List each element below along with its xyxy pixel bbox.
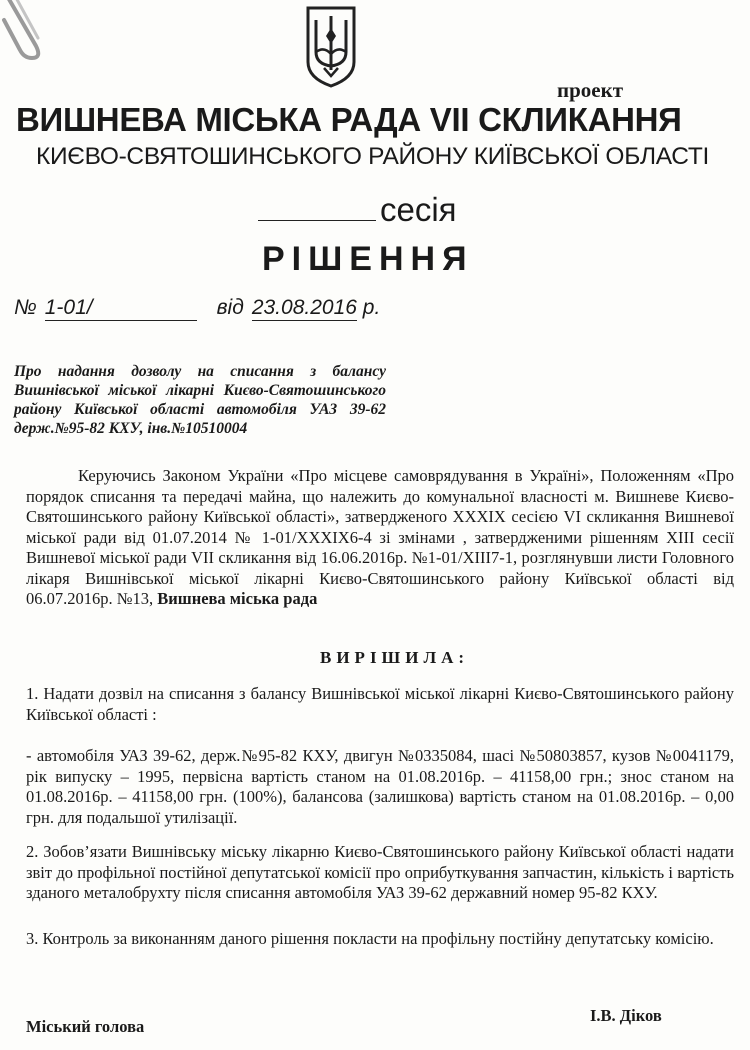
signature-name: І.В. Діков — [590, 1006, 662, 1025]
point-1-detail: - автомобіля УАЗ 39-62, держ.№95-82 КХУ, двигун №0335084, шасі №50803857, кузов №0041179, рік випуску – 1995, первісна вартість станом на 01.08.2016р. – 41158,00 грн.; знос станом на 01.08.2016р. – 41158,00 грн. (100%), балансова (залишкова) вартість станом на 01.08.2016р. – 0,00 грн. для подальшої утилізації. — [26, 746, 734, 827]
point-3: 3. Контроль за виконанням даного рішення покласти на профільну постійну депутатську комісію. — [26, 929, 714, 948]
decision-subject: Про надання дозволу на списання з балансу Вишнівської міської лікарні Києво-Святошинського району Київської області автомобіля УАЗ 39-62 держ.№95-82 КХУ, інв.№10510004 — [14, 363, 386, 437]
decision-number: 1-01/ — [45, 296, 197, 321]
preamble-paragraph — [26, 466, 734, 610]
signature-title: Міський голова — [26, 1017, 145, 1036]
session-label: сесія — [380, 191, 457, 228]
preamble-council: Вишнева міська рада — [157, 589, 318, 608]
session-number-blank — [258, 190, 376, 221]
decision-number-line — [14, 296, 380, 321]
draft-label: проект — [557, 78, 624, 102]
date-prefix: від — [216, 296, 244, 319]
resolved-heading: ВИРІШИЛА: — [320, 648, 470, 667]
number-prefix: № — [14, 296, 37, 319]
preamble-text: Керуючись Законом України «Про місцеве самоврядування в Україні», Положенням «Про порядок списання та передачі майна, що належить до комунальної власності м. Вишневе Києво-Святошинського району Київської області», затвердженого XXXIX сесією VI скликання Вишневої міської ради від 01.07.2014 № 1-01/XXXIX6-4 зі змінами , затвердженими рішенням XIII сесії Вишневої міської ради VII скликання від 16.06.2016р. №1-01/XIII7-1, розглянувши листи Головного лікаря Вишнівської міської лікарні Києво-Святошинського району Київської області від 06.07.2016р. №13, — [26, 466, 734, 608]
session-line — [258, 190, 457, 229]
coat-of-arms-icon — [304, 6, 358, 88]
council-title: ВИШНЕВА МІСЬКА РАДА VII СКЛИКАННЯ — [16, 101, 682, 138]
paper-clip-icon — [0, 0, 52, 64]
decision-heading: РІШЕННЯ — [262, 240, 474, 278]
point-1: 1. Надати дозвіл на списання з балансу Вишнівської міської лікарні Києво-Святошинського району Київської області : — [26, 684, 734, 724]
decision-date: 23.08.2016 — [251, 296, 357, 319]
point-2: 2. Зобов’язати Вишнівську міську лікарню Києво-Святошинського району Київської області надати звіт до профільної постійної депутатської комісії про оприбуткування запчастин, кількість і вартість зданого металобрухту після списання автомобіля УАЗ 39-62 державний номер 95-82 КХУ. — [26, 842, 734, 902]
district-line: КИЄВО-СВЯТОШИНСЬКОГО РАЙОНУ КИЇВСЬКОЇ ОБЛАСТІ — [36, 143, 710, 170]
date-suffix: р. — [362, 296, 381, 319]
